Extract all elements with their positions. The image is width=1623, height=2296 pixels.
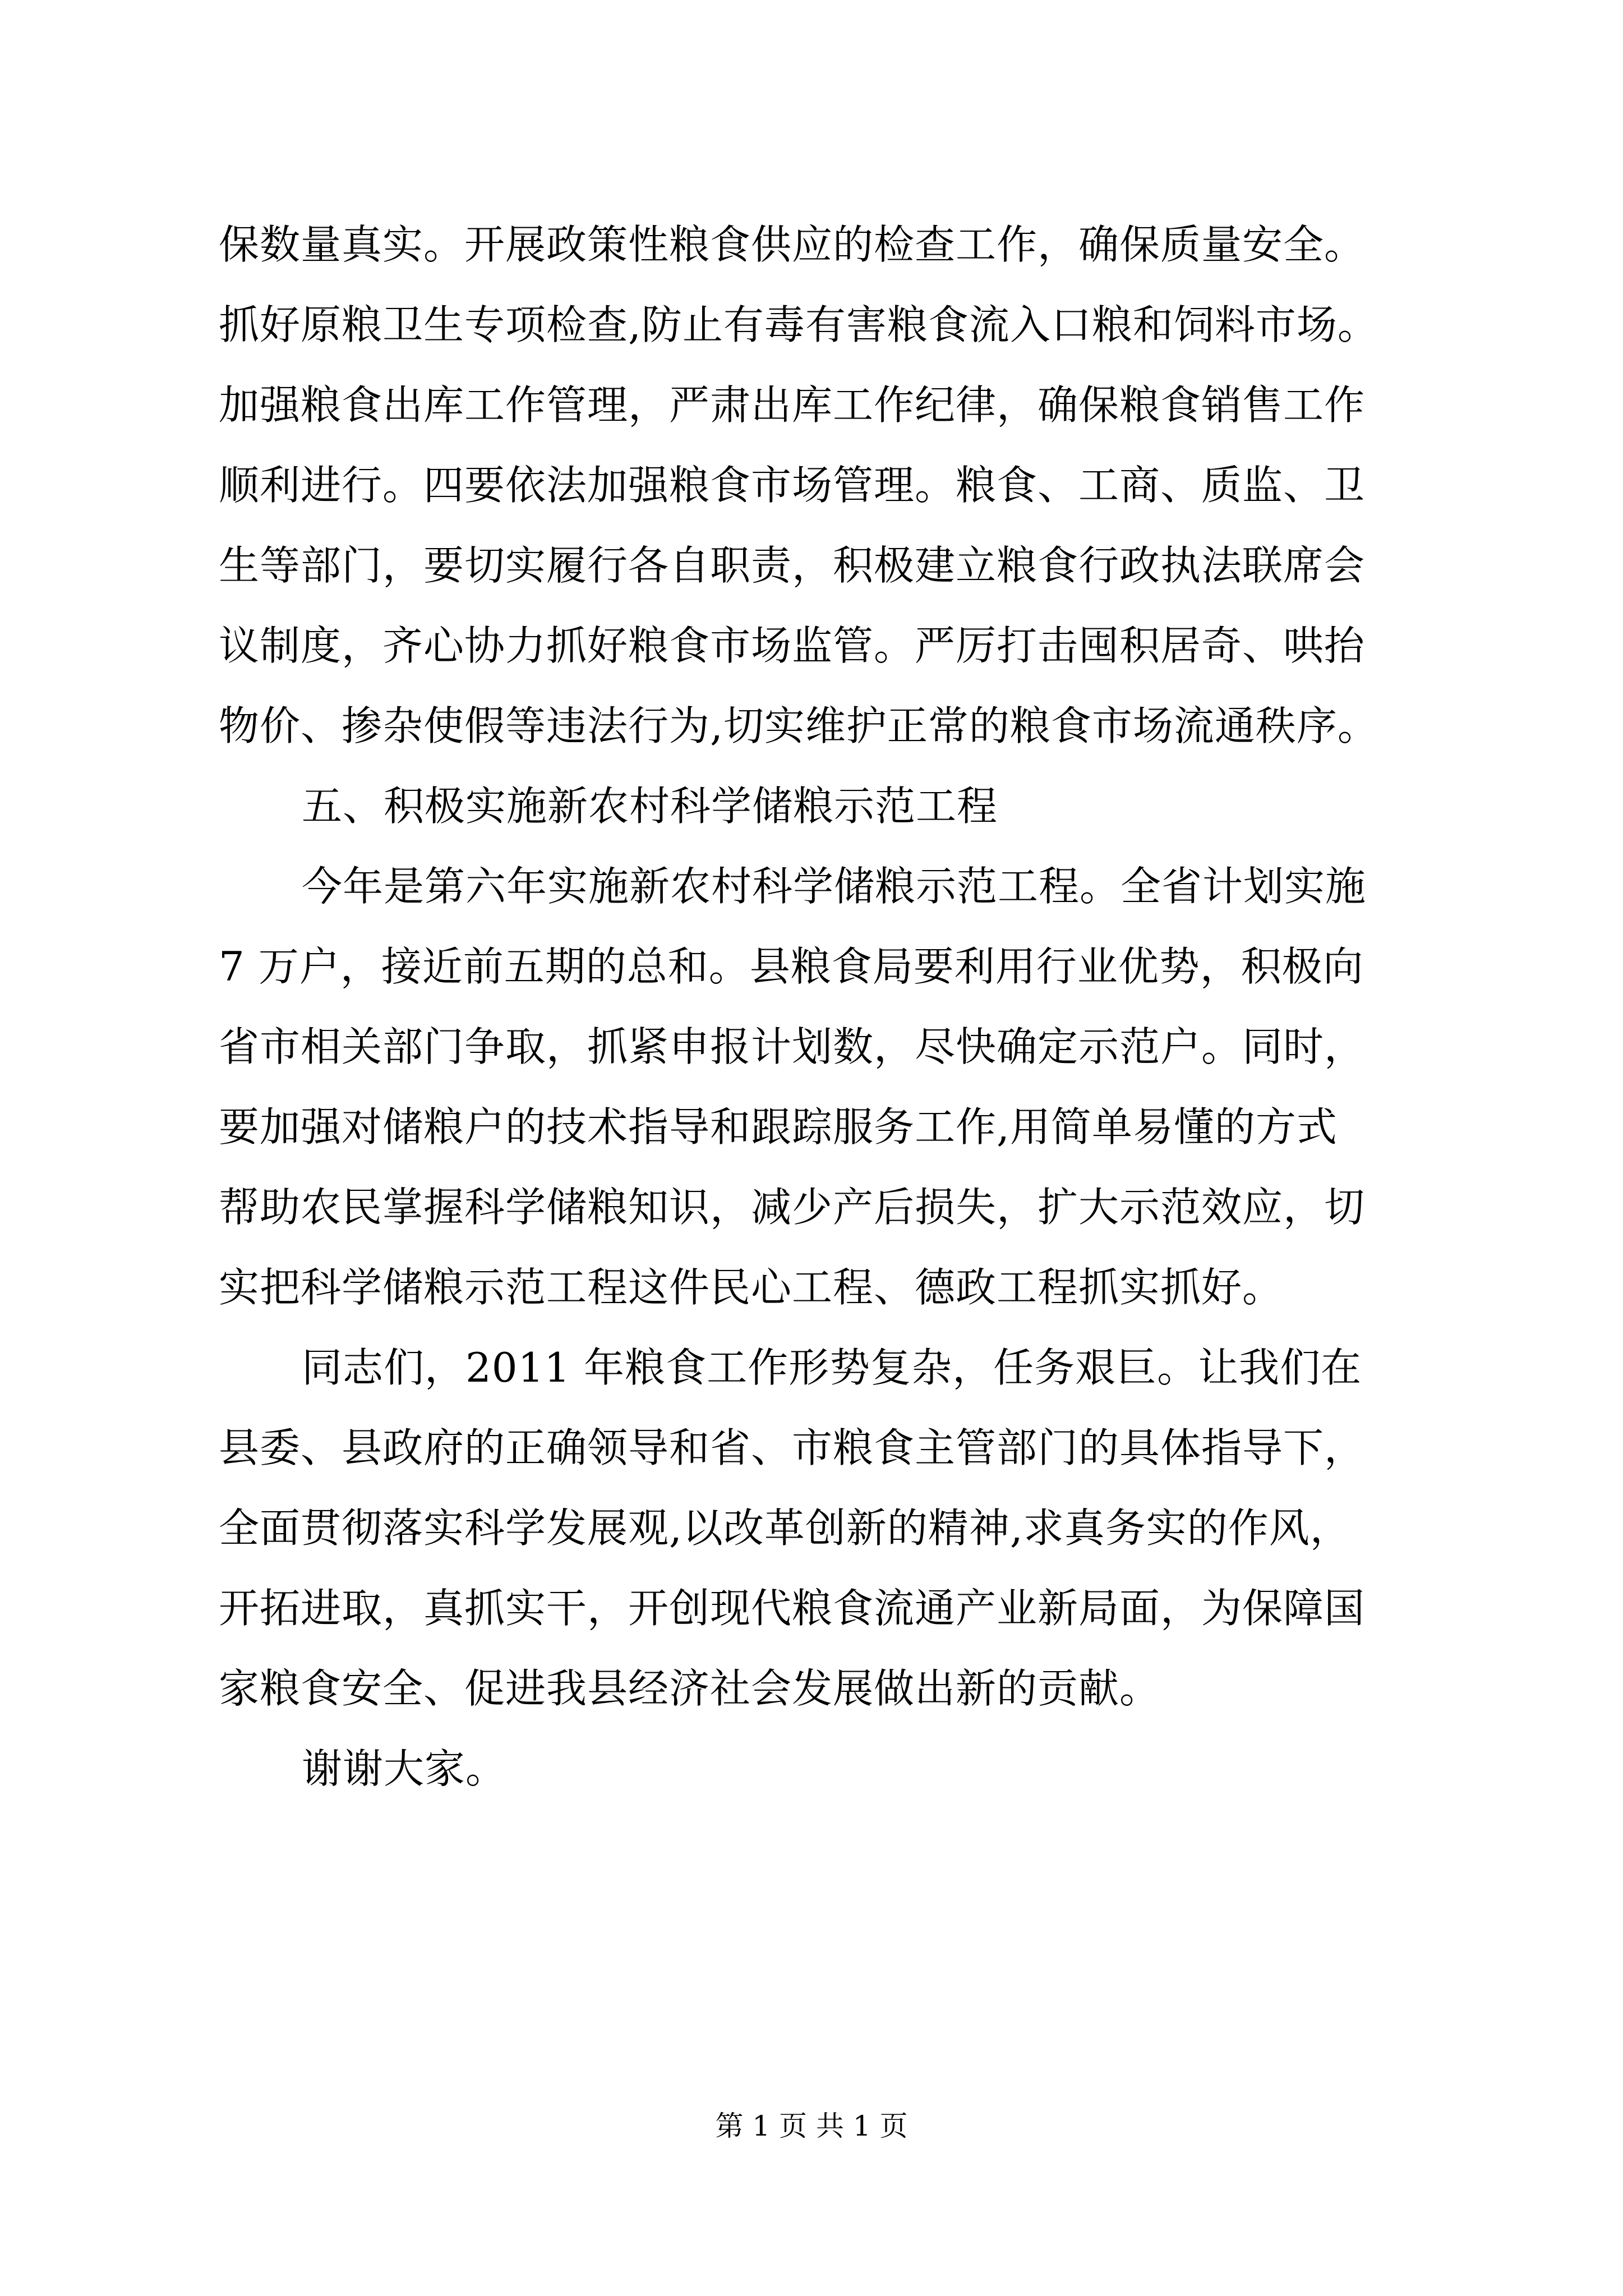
text-line: 全面贯彻落实科学发展观,以改革创新的精神,求真务实的作风， (219, 1504, 1351, 1552)
text-line: 县委、县政府的正确领导和省、市粮食主管部门的具体指导下， (219, 1424, 1366, 1471)
page-footer (0, 2106, 1623, 2146)
text-line: 要加强对储粮户的技术指导和跟踪服务工作,用简单易懂的方式 (219, 1103, 1338, 1151)
text-line: 生等部门，要切实履行各自职责，积极建立粮食行政执法联席会 (219, 542, 1366, 589)
text-line: 同志们，2011 年粮食工作形势复杂，任务艰巨。让我们在 (302, 1344, 1362, 1391)
text-line: 议制度，齐心协力抓好粮食市场监管。严厉打击囤积居奇、哄抬 (219, 622, 1366, 669)
section-heading: 五、积极实施新农村科学储粮示范工程 (302, 783, 998, 830)
text-line: 今年是第六年实施新农村科学储粮示范工程。全省计划实施 (302, 863, 1367, 910)
text-line: 7 万户，接近前五期的总和。县粮食局要利用行业优势，积极向 (219, 943, 1364, 990)
text-line: 开拓进取，真抓实干，开创现代粮食流通产业新局面，为保障国 (219, 1585, 1366, 1632)
text-line: 帮助农民掌握科学储粮知识，减少产后损失，扩大示范效应，切 (219, 1184, 1366, 1231)
text-line: 物价、掺杂使假等违法行为,切实维护正常的粮食市场流通秩序。 (219, 702, 1378, 749)
text-line: 保数量真实。开展政策性粮食供应的检查工作，确保质量安全。 (219, 221, 1366, 268)
text-line: 加强粮食出库工作管理，严肃出库工作纪律，确保粮食销售工作 (219, 381, 1366, 429)
text-line: 抓好原粮卫生专项检查,防止有毒有害粮食流入口粮和饲料市场。 (219, 301, 1378, 348)
text-line: 顺利进行。四要依法加强粮食市场管理。粮食、工商、质监、卫 (219, 462, 1366, 509)
text-line: 实把科学储粮示范工程这件民心工程、德政工程抓实抓好。 (219, 1264, 1284, 1311)
document-body (219, 205, 1424, 1809)
closing-line: 谢谢大家。 (302, 1745, 507, 1792)
text-line: 省市相关部门争取，抓紧申报计划数，尽快确定示范户。同时， (219, 1023, 1366, 1070)
text-line: 家粮食安全、促进我县经济社会发展做出新的贡献。 (219, 1665, 1161, 1712)
page-number: 第 1 页 共 1 页 (715, 2110, 908, 2142)
